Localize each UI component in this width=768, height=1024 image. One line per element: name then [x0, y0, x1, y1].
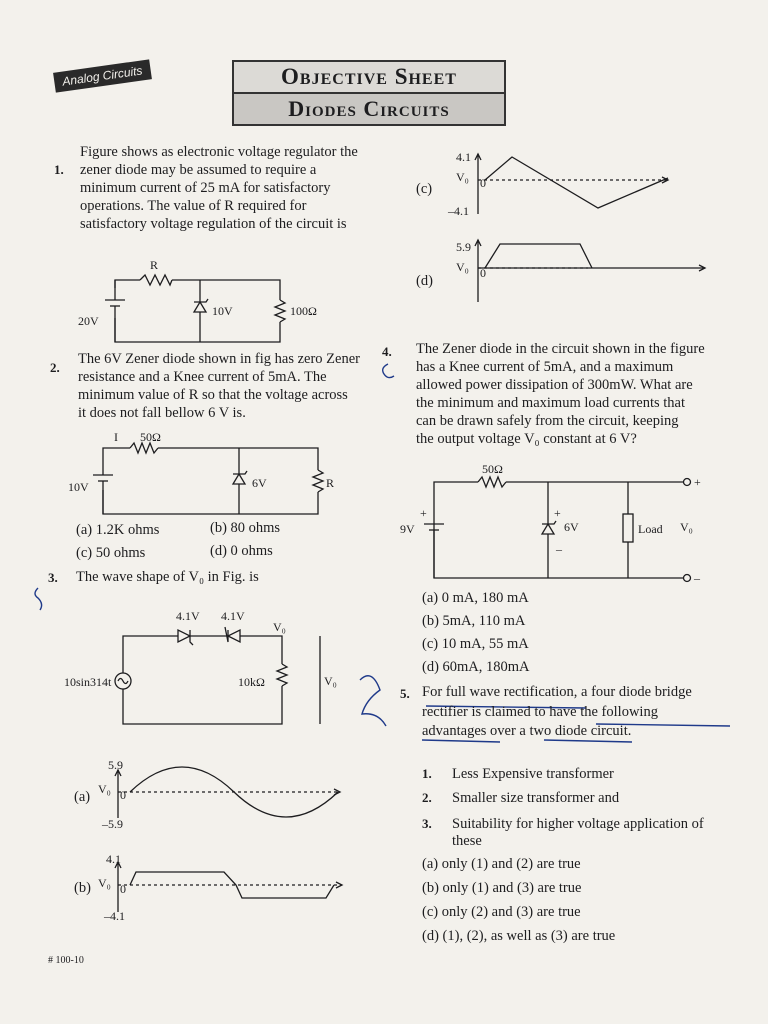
resistor-label: R	[150, 258, 159, 272]
option-a[interactable]: (a) 1.2K ohms	[76, 522, 160, 538]
zener-label: 6V	[564, 520, 579, 534]
question-line: For full wave rectification, a four diode bridge	[422, 684, 692, 700]
question-text: The wave shape of V₀ in Fig. is	[76, 569, 259, 585]
axis-zero: 0	[120, 882, 126, 896]
source-label: 10V	[68, 480, 89, 494]
question-number: 1.	[54, 162, 64, 177]
section-tag: Analog Circuits	[53, 59, 152, 92]
q3-circuit	[115, 627, 320, 724]
question-number: 4.	[382, 344, 392, 359]
point-number: 1.	[422, 766, 432, 781]
source-plus: +	[420, 506, 427, 520]
zener-label: 6V	[252, 476, 267, 490]
wave-min: –5.9	[102, 817, 123, 831]
question-line: advantages over a two diode circuit.	[422, 723, 632, 739]
axis-zero: 0	[120, 788, 126, 802]
wave-min: –4.1	[448, 204, 469, 218]
option-d[interactable]: (d) 60mA, 180mA	[422, 659, 530, 675]
option-d[interactable]: (d) 0 ohms	[210, 543, 273, 559]
wave-max: 5.9	[108, 758, 123, 772]
question-line: the output voltage V₀ constant at 6 V?	[416, 431, 637, 447]
question-line: minimum current of 25 mA for satisfactory	[80, 180, 331, 196]
question-line: rectifier is claimed to have the following	[422, 704, 658, 720]
question-number: 3.	[48, 570, 58, 585]
option-b[interactable]: (b) 80 ohms	[210, 520, 281, 536]
question-line: operations. The value of R required for	[80, 198, 307, 214]
source-label: 20V	[78, 314, 99, 328]
question-line: Figure shows as electronic voltage regulator the	[80, 144, 358, 160]
page-subtitle: Diodes Circuits	[232, 92, 506, 126]
question-line: satisfactory voltage regulation of the circuit is	[80, 216, 347, 232]
source-label: 9V	[400, 522, 415, 536]
point-text: Smaller size transformer and	[452, 790, 620, 806]
output-label: V₀	[680, 520, 693, 534]
question-line: minimum value of R so that the voltage across	[78, 387, 348, 403]
load-label: Load	[638, 522, 663, 536]
question-line: zener diode may be assumed to require a	[80, 162, 317, 178]
q1-circuit	[105, 275, 285, 342]
terminal-plus: +	[694, 475, 701, 489]
resistor-label: 50Ω	[140, 430, 161, 444]
axis-label: V₀	[98, 876, 111, 890]
point-text-cont: these	[452, 833, 482, 849]
axis-zero: 0	[480, 266, 486, 280]
question-line: the minimum and maximum load currents that	[416, 395, 686, 411]
option-a[interactable]: (a) 0 mA, 180 mA	[422, 590, 529, 606]
point-text: Suitability for higher voltage application of	[452, 816, 704, 832]
option-c[interactable]: (c) 10 mA, 55 mA	[422, 636, 529, 652]
q2-circuit	[93, 443, 323, 514]
wave-min: –4.1	[104, 909, 125, 923]
wave-option-label[interactable]: (d)	[416, 273, 433, 289]
zener-plus: +	[554, 506, 561, 520]
output-label: V₀	[273, 620, 286, 634]
diode-label: 4.1V	[176, 609, 200, 623]
terminal-minus: –	[694, 571, 700, 585]
question-line: allowed power dissipation of 300mW. What are	[416, 377, 693, 393]
wave-c	[475, 154, 668, 214]
point-text: Less Expensive transformer	[452, 766, 614, 782]
point-number: 3.	[422, 816, 432, 831]
resistor-label: 50Ω	[482, 462, 503, 476]
option-d[interactable]: (d) (1), (2), as well as (3) are true	[422, 928, 616, 944]
zener-minus: –	[556, 542, 562, 556]
question-line: resistance and a Knee current of 5mA. The	[78, 369, 327, 385]
wave-d	[475, 240, 705, 302]
point-number: 2.	[422, 790, 432, 805]
wave-max: 4.1	[106, 852, 121, 866]
page-title: Objective Sheet	[232, 60, 506, 94]
axis-zero: 0	[480, 176, 486, 190]
wave-b	[115, 862, 342, 912]
source-label: 10sin314t	[64, 675, 112, 689]
question-line: The Zener diode in the circuit shown in the figure	[416, 341, 705, 357]
option-b[interactable]: (b) only (1) and (3) are true	[422, 880, 582, 896]
wave-a	[115, 767, 340, 818]
axis-label: V₀	[456, 260, 469, 274]
option-c[interactable]: (c) only (2) and (3) are true	[422, 904, 581, 920]
question-number: 2.	[50, 360, 60, 375]
output-label: V₀	[324, 674, 337, 688]
question-line: The 6V Zener diode shown in fig has zero Zener	[78, 351, 360, 367]
option-c[interactable]: (c) 50 ohms	[76, 545, 146, 561]
load-label: 100Ω	[290, 304, 317, 318]
footer-code: # 100-10	[48, 955, 84, 966]
load-label: 10kΩ	[238, 675, 265, 689]
wave-max: 4.1	[456, 150, 471, 164]
zener-label: 10V	[212, 304, 233, 318]
current-label: I	[114, 430, 118, 444]
wave-max: 5.9	[456, 240, 471, 254]
diode-label: 4.1V	[221, 609, 245, 623]
axis-label: V₀	[98, 782, 111, 796]
wave-option-label[interactable]: (b)	[74, 880, 91, 896]
question-line: has a Knee current of 5mA, and a maximum	[416, 359, 674, 375]
question-line: it does not fall bellow 6 V is.	[78, 405, 246, 421]
option-a[interactable]: (a) only (1) and (2) are true	[422, 856, 581, 872]
load-label: R	[326, 476, 335, 490]
option-b[interactable]: (b) 5mA, 110 mA	[422, 613, 526, 629]
wave-option-label[interactable]: (c)	[416, 181, 433, 197]
axis-label: V₀	[456, 170, 469, 184]
question-line: can be drawn safely from the circuit, keeping	[416, 413, 679, 429]
question-number: 5.	[400, 686, 410, 701]
wave-option-label[interactable]: (a)	[74, 789, 91, 805]
